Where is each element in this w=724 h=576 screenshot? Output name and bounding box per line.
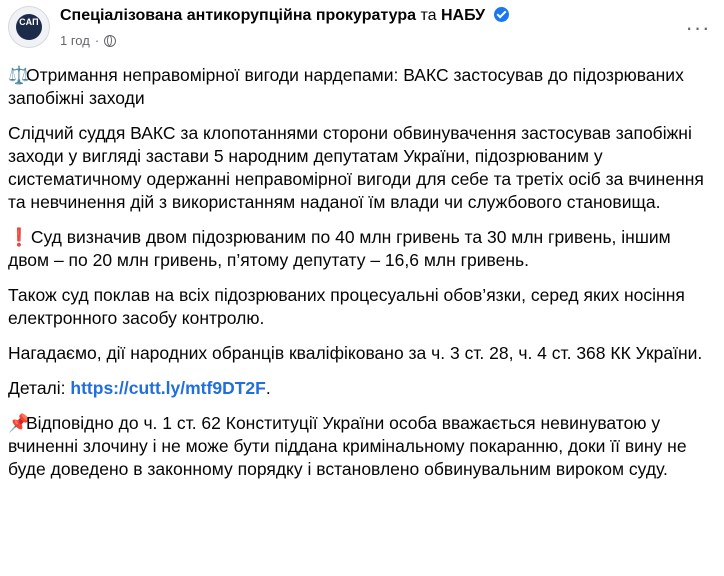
post-text-1: Отримання неправомірної вигоди нардепами: ВАКС застосував до підозрюваних запобіжні заходи: [8, 65, 684, 108]
avatar-label: САП: [19, 17, 39, 27]
public-globe-icon: [104, 35, 116, 47]
post-header: [8, 6, 716, 56]
page-avatar[interactable]: [8, 6, 50, 48]
post-paragraph: Також суд поклав на всіх підозрюваних процесуальні обов’язки, серед яких носіння електронного засобу контролю.: [8, 285, 685, 328]
exclamation-emoji-icon: ❗: [8, 227, 30, 247]
post-timestamp[interactable]: 1 год: [60, 33, 90, 48]
more-options-button[interactable]: ···: [685, 15, 711, 40]
post-paragraph-bail: [8, 226, 713, 272]
post-paragraph-details: [8, 377, 713, 400]
verified-badge-icon: [494, 7, 509, 22]
pushpin-emoji-icon: 📌: [8, 413, 30, 433]
post-text-3: Суд визначив двом підозрюваним по 40 млн гривень та 30 млн гривень, іншим двом – по 20 млн гривень, п’ятому депутату – 16,6 млн гривень.: [8, 227, 671, 270]
page-name-link[interactable]: Спеціалізована антикорупційна прокуратура: [60, 7, 416, 24]
post-text-7: Відповідно до ч. 1 ст. 62 Конституції України особа вважається невинуватою у вчиненні злочину і не може бути піддана кримінальному покаранню, доки її вину не буде доведено в законному порядку і встановлено обвинувальним вироком суду.: [8, 413, 687, 479]
details-label: Деталі:: [8, 378, 66, 398]
post-paragraph: Нагадаємо, дії народних обранців кваліфіковано за ч. 3 ст. 28, ч. 4 ст. 368 КК України.: [8, 343, 703, 363]
scales-emoji-icon: ⚖️: [8, 65, 30, 85]
coauthor-link[interactable]: НАБУ: [440, 7, 486, 24]
post-meta: [60, 33, 116, 48]
post-paragraph: Слідчий суддя ВАКС за клопотаннями сторони обвинувачення застосував запобіжні заходи у вигляді застави 5 народним депутатам України, підозрюваним у систематичному одержанні неправомірної вигоди для себе та третіх осіб за вчинення та невчинення дій з використанням наданої їм влади чи службового становища.: [8, 123, 704, 212]
meta-separator: ·: [94, 33, 100, 48]
post-author-line: [60, 7, 509, 25]
details-link[interactable]: https://cutt.ly/mtf9DT2F: [70, 378, 266, 398]
author-conjunction: та: [420, 7, 437, 24]
post-paragraph-title: [8, 64, 713, 110]
post-body: [8, 64, 713, 493]
post-paragraph-constitution: [8, 412, 713, 481]
details-suffix: .: [265, 378, 271, 398]
